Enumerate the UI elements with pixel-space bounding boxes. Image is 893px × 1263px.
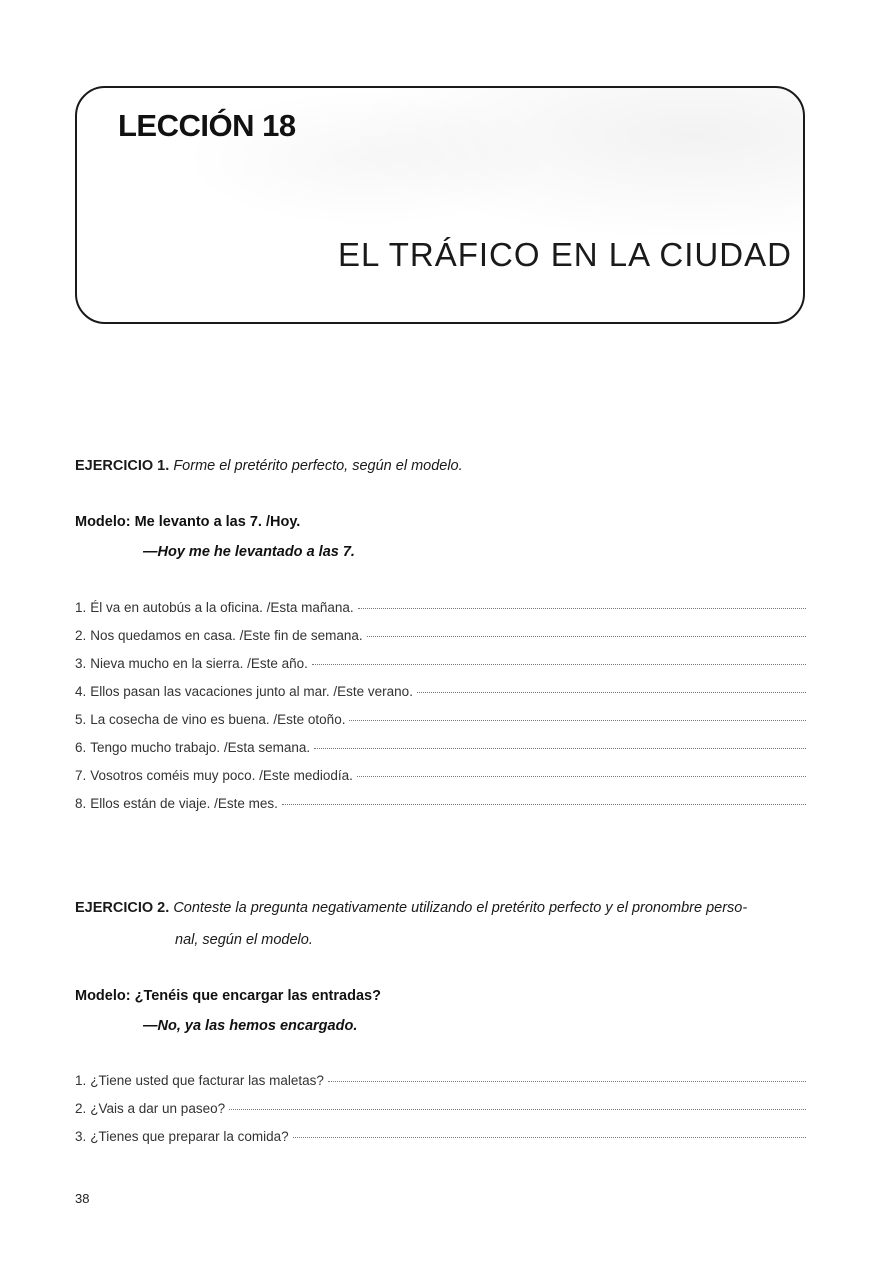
item-number: 3. xyxy=(75,1129,87,1144)
exercise-1-item xyxy=(75,796,806,818)
item-text: Él va en autobús a la oficina. /Esta mañana. xyxy=(90,600,354,615)
exercise-2-label: EJERCICIO 2. xyxy=(75,900,170,916)
answer-line[interactable] xyxy=(367,635,806,637)
item-text: Nieva mucho en la sierra. /Este año. xyxy=(90,656,308,671)
exercise-1-item xyxy=(75,600,806,622)
item-number: 2. xyxy=(75,1101,87,1116)
exercise-1-item xyxy=(75,740,806,762)
answer-line[interactable] xyxy=(357,775,806,777)
exercise-2-model-question: Modelo: ¿Tenéis que encargar las entradas? xyxy=(75,988,381,1004)
item-text: Ellos están de viaje. /Este mes. xyxy=(90,796,278,811)
item-number: 4. xyxy=(75,684,87,699)
item-text: Ellos pasan las vacaciones junto al mar. /Este verano. xyxy=(90,684,413,699)
answer-line[interactable] xyxy=(229,1108,806,1110)
item-text: Nos quedamos en casa. /Este fin de semana. xyxy=(90,628,363,643)
exercise-1-item xyxy=(75,712,806,734)
item-number: 1. xyxy=(75,1073,87,1088)
answer-line[interactable] xyxy=(349,719,806,721)
item-number: 2. xyxy=(75,628,87,643)
lesson-title: EL TRÁFICO EN LA CIUDAD xyxy=(338,236,792,273)
item-text: ¿Tienes que preparar la comida? xyxy=(90,1129,289,1144)
item-number: 7. xyxy=(75,768,87,783)
exercise-1-model-answer: —Hoy me he levantado a las 7. xyxy=(143,544,355,560)
item-number: 3. xyxy=(75,656,87,671)
exercise-2-item xyxy=(75,1101,806,1123)
exercise-2-instruction-continued: nal, según el modelo. xyxy=(175,932,313,948)
exercise-1-item xyxy=(75,684,806,706)
exercise-1-item xyxy=(75,656,806,678)
exercise-2-item xyxy=(75,1073,806,1095)
exercise-1-item xyxy=(75,628,806,650)
exercise-1-heading xyxy=(75,452,463,480)
exercise-1-item xyxy=(75,768,806,790)
item-number: 6. xyxy=(75,740,87,755)
exercise-2-item xyxy=(75,1129,806,1151)
answer-line[interactable] xyxy=(314,747,806,749)
exercise-2-instruction: Conteste la pregunta negativamente utilizando el pretérito perfecto y el pronombre perso- xyxy=(173,900,748,916)
item-text: ¿Tiene usted que facturar las maletas? xyxy=(90,1073,324,1088)
item-number: 5. xyxy=(75,712,87,727)
exercise-2-heading xyxy=(75,894,747,922)
exercise-1-instruction: Forme el pretérito perfecto, según el modelo. xyxy=(173,458,463,474)
exercise-2-model-answer: —No, ya las hemos encargado. xyxy=(143,1018,358,1034)
item-text: La cosecha de vino es buena. /Este otoño. xyxy=(90,712,346,727)
answer-line[interactable] xyxy=(293,1136,806,1138)
exercise-2-heading-continued xyxy=(175,926,313,954)
item-number: 8. xyxy=(75,796,87,811)
exercise-1-model-question: Modelo: Me levanto a las 7. /Hoy. xyxy=(75,514,301,530)
item-text: Vosotros coméis muy poco. /Este mediodía. xyxy=(90,768,353,783)
item-text: ¿Vais a dar un paseo? xyxy=(90,1101,226,1116)
answer-line[interactable] xyxy=(312,663,806,665)
item-number: 1. xyxy=(75,600,87,615)
item-text: Tengo mucho trabajo. /Esta semana. xyxy=(90,740,311,755)
answer-line[interactable] xyxy=(282,803,806,805)
answer-line[interactable] xyxy=(358,607,806,609)
answer-line[interactable] xyxy=(328,1080,806,1082)
answer-line[interactable] xyxy=(417,691,806,693)
page-number: 38 xyxy=(75,1191,90,1206)
exercise-1-label: EJERCICIO 1. xyxy=(75,458,170,474)
lesson-number: LECCIÓN 18 xyxy=(118,108,296,143)
